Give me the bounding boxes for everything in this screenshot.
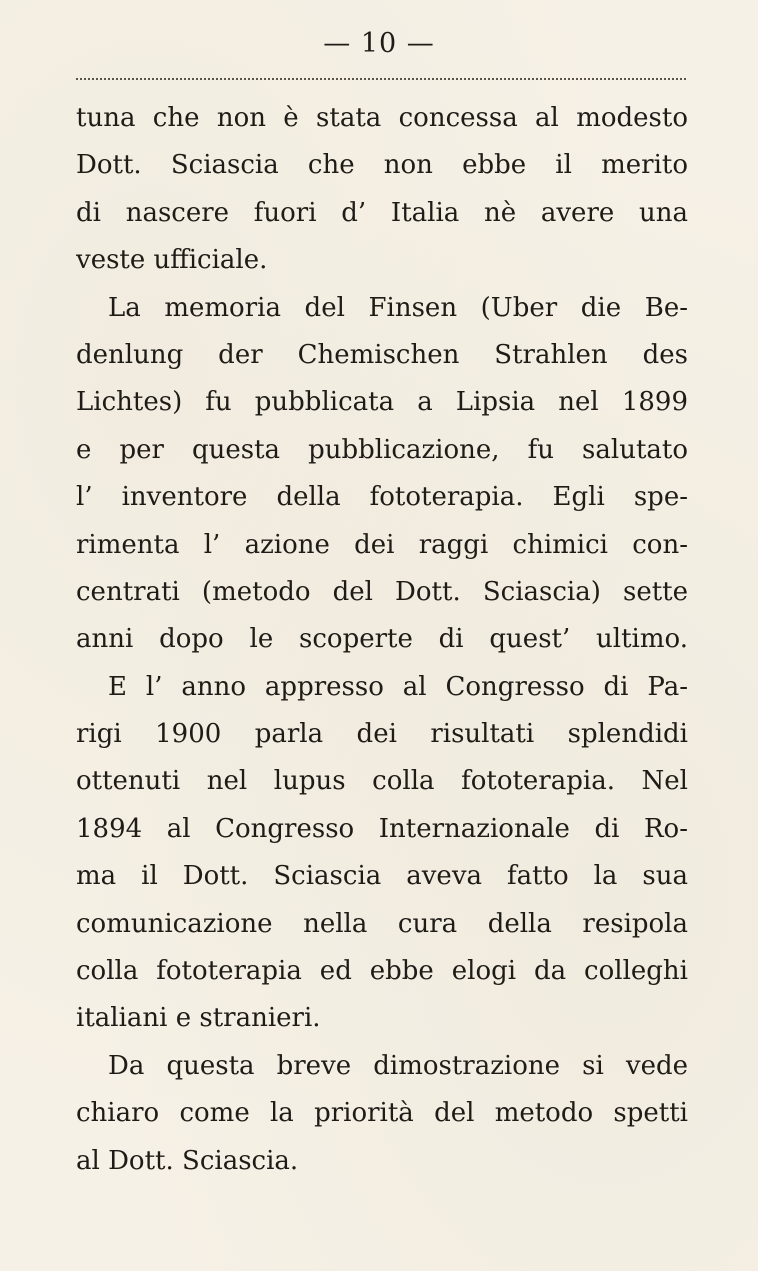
text-line: rigi 1900 parla dei risultati splendidi: [76, 719, 688, 750]
text-line: al Dott. Sciascia.: [76, 1145, 299, 1176]
text-line: l’ inventore della fototerapia. Egli spe-: [76, 482, 688, 513]
page-number: — 10 —: [323, 28, 435, 59]
header-rule: [76, 78, 686, 80]
text-line: anni dopo le scoperte di quest’ ultimo.: [76, 624, 688, 655]
text-line: Lichtes) fu pubblicata a Lipsia nel 1899: [76, 387, 688, 418]
text-line: Dott. Sciascia che non ebbe il merito: [76, 150, 688, 181]
text-line: e per questa pubblicazione, fu salutato: [76, 434, 688, 465]
text-line: E l’ anno appresso al Congresso di Pa-: [108, 671, 688, 702]
text-line: comunicazione nella cura della resipola: [76, 908, 688, 939]
text-line: Da questa breve dimostrazione si vede: [108, 1050, 688, 1081]
body-text: [76, 95, 688, 1185]
text-line: rimenta l’ azione dei raggi chimici con-: [76, 529, 688, 560]
text-line: di nascere fuori d’ Italia nè avere una: [76, 197, 688, 228]
text-line: 1894 al Congresso Internazionale di Ro-: [76, 813, 688, 844]
text-line: chiaro come la priorità del metodo spetti: [76, 1098, 688, 1129]
text-line: italiani e stranieri.: [76, 1003, 321, 1034]
text-line: ottenuti nel lupus colla fototerapia. Nel: [76, 766, 688, 797]
text-line: veste ufficiale.: [76, 245, 268, 276]
text-line: tuna che non è stata concessa al modesto: [76, 103, 688, 133]
text-line: denlung der Chemischen Strahlen des: [76, 339, 688, 370]
text-line: ma il Dott. Sciascia aveva fatto la sua: [76, 861, 688, 892]
text-line: La memoria del Finsen (Uber die Be-: [108, 292, 688, 323]
text-line: colla fototerapia ed ebbe elogi da colleghi: [76, 956, 688, 987]
text-line: centrati (metodo del Dott. Sciascia) sette: [76, 576, 688, 607]
